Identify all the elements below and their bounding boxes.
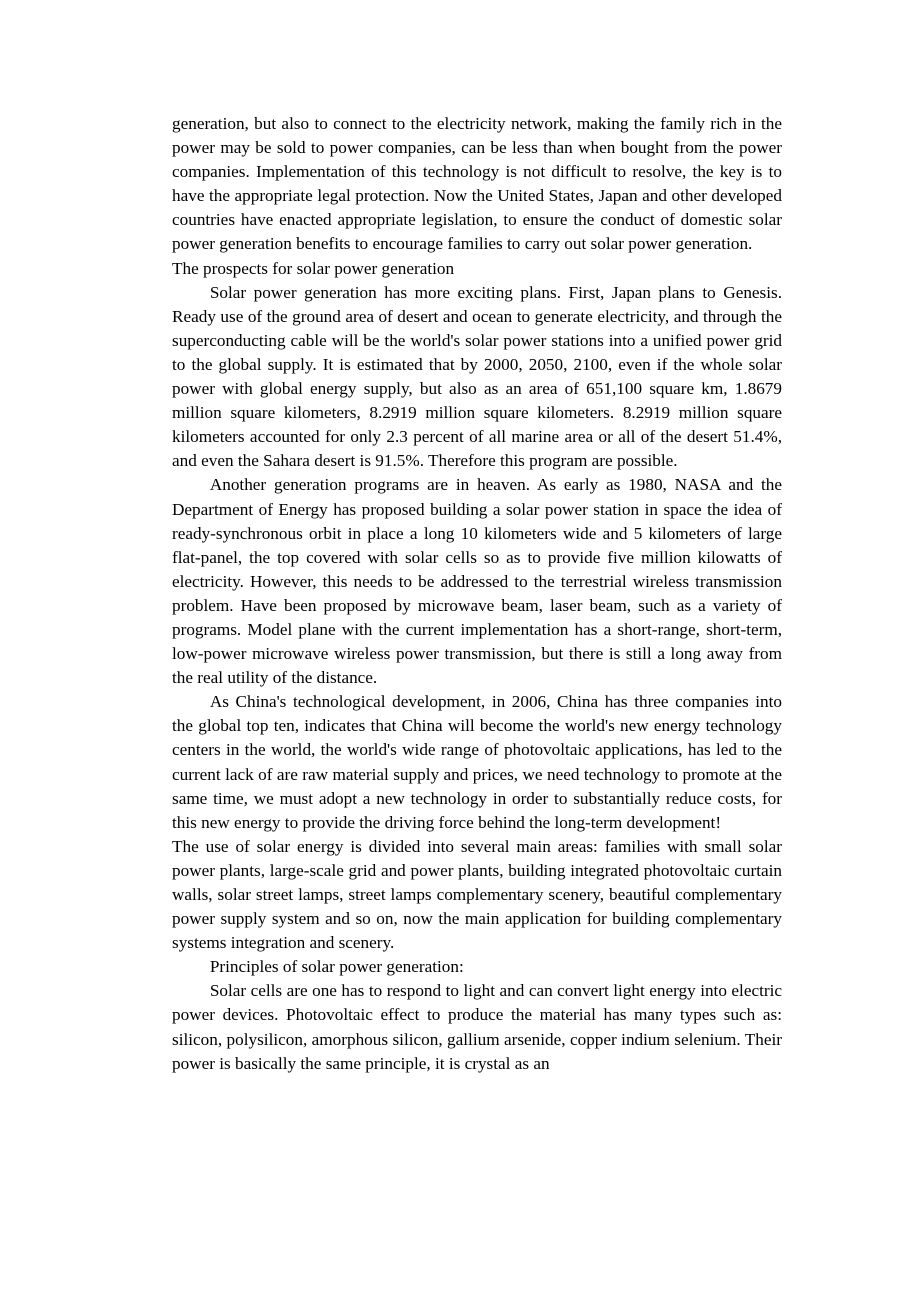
paragraph-net-metering-continued: generation, but also to connect to the electricity network, making the family rich in the power may be sold to power companies, can be less than when bought from the power companies. Implementation of this technology is not difficult to resolve, the key is to have the appropriate legal protection. Now the United States, Japan and other developed countries have enacted appropriate legislation, to ensure the conduct of domestic solar power generation benefits to encourage families to carry out solar power generation.: [172, 114, 782, 254]
document-page: [172, 112, 782, 1076]
paragraph-solar-cell-principles: Solar cells are one has to respond to light and can convert light energy into electric power devices. Photovoltaic effect to produce the material has many types such as: silicon, polysilicon, amorphous silicon, gallium arsenide, copper indium selenium. Their power is basically the same principle, it is crystal as an: [172, 981, 782, 1073]
paragraph-application-areas: The use of solar energy is divided into several main areas: families with small solar power plants, large-scale grid and power plants, building integrated photovoltaic curtain walls, solar street lamps, street lamps complementary scenery, beautiful complementary power supply system and so on, now the main application for building complementary systems integration and scenery.: [172, 836, 782, 953]
section-heading-prospects: The prospects for solar power generation: [172, 258, 455, 278]
paragraph-china-development: As China's technological development, in 2006, China has three companies into the global top ten, indicates that China will become the world's new energy technology centers in the world, the world's wide range of photovoltaic applications, has led to the current lack of are raw material supply and prices, we need technology to promote at the same time, we must adopt a new technology in order to substantially reduce costs, for this new energy to provide the driving force behind the long-term development!: [172, 692, 782, 832]
section-heading-principles: Principles of solar power generation:: [209, 957, 464, 977]
paragraph-space-power-station: Another generation programs are in heaven. As early as 1980, NASA and the Department of Energy has proposed building a solar power station in space the idea of ready-synchronous orbit in place a long 10 kilometers wide and 5 kilometers of large flat-panel, the top covered with solar cells so as to provide five million kilowatts of electricity. However, this needs to be addressed to the terrestrial wireless transmission problem. Have been proposed by microwave beam, laser beam, such as a variety of programs. Model plane with the current implementation has a short-range, short-term, low-power microwave wireless power transmission, but there is still a long away from the real utility of the distance.: [172, 475, 782, 688]
paragraph-desert-ocean-plan: Solar power generation has more exciting plans. First, Japan plans to Genesis. Ready use of the ground area of desert and ocean to generate electricity, and through the superconducting cable will be the world's solar power stations into a unified power grid to the global supply. It is estimated that by 2000, 2050, 2100, even if the whole solar power with global energy supply, but also as an area of 651,100 square km, 1.8679 million square kilometers, 8.2919 million square kilometers. 8.2919 million square kilometers accounted for only 2.3 percent of all marine area or all of the desert 51.4%, and even the Sahara desert is 91.5%. Therefore this program are possible.: [172, 282, 782, 471]
